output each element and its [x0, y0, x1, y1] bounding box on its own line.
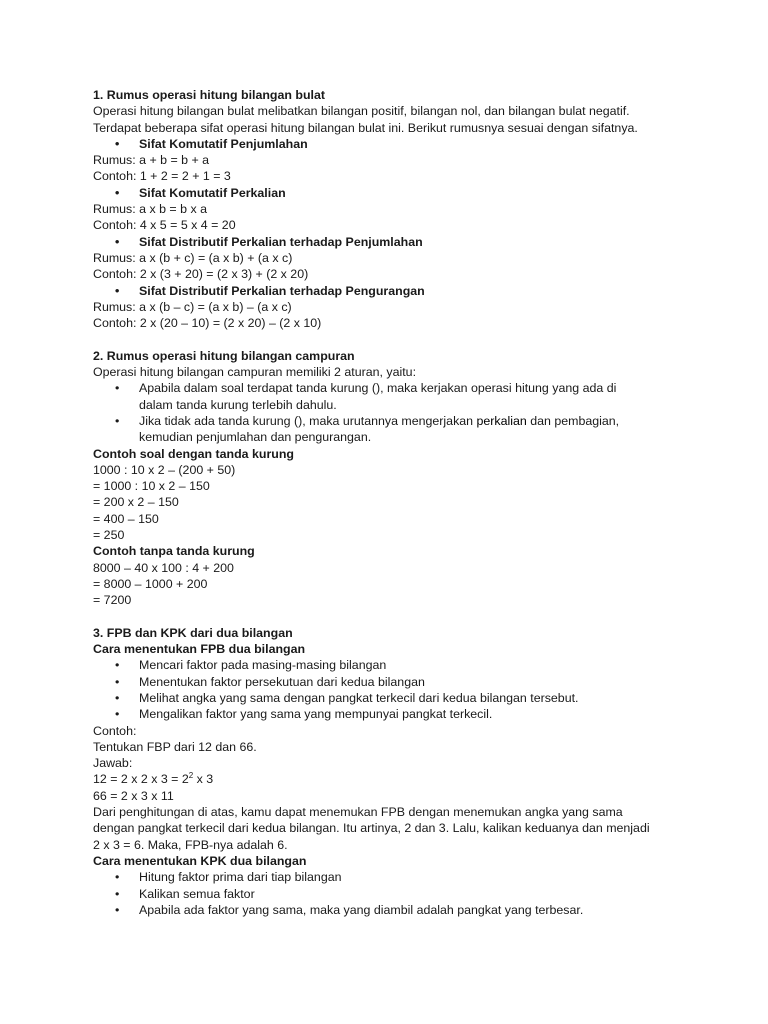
contoh-line: Contoh: 2 x (20 – 10) = (2 x 20) – (2 x 10)	[93, 316, 322, 331]
rule-1-continued: dalam tanda kurung terlebih dahulu.	[139, 397, 337, 412]
property-distributif-pengurangan: • Sifat Distributif Perkalian terhadap Pengurangan	[115, 283, 425, 298]
kpk-step: • Apabila ada faktor yang sama, maka yang diambil adalah pangkat yang terbesar.	[115, 902, 584, 917]
fpb-method-heading: Cara menentukan FPB dua bilangan	[93, 642, 306, 657]
property-distributif-penjumlahan: • Sifat Distributif Perkalian terhadap Penjumlahan	[115, 234, 423, 249]
bullet-icon: •	[115, 674, 120, 689]
fpb-step: • Menentukan faktor persekutuan dari kedua bilangan	[115, 674, 425, 689]
spacer	[93, 609, 693, 625]
contoh-line: Contoh: 4 x 5 = 5 x 4 = 20	[93, 218, 236, 233]
bullet-icon: •	[115, 185, 120, 200]
bullet-icon: •	[115, 658, 120, 673]
rumus-line: Rumus: a x (b + c) = (a x b) + (a x c)	[93, 250, 293, 265]
contoh-line: Contoh: 2 x (3 + 20) = (2 x 3) + (2 x 20)	[93, 267, 309, 282]
bullet-icon: •	[115, 902, 120, 917]
explanation-line-1: Dari penghitungan di atas, kamu dapat menemukan FPB dengan menemukan angka yang sama	[93, 805, 623, 820]
example-line: = 8000 – 1000 + 200	[93, 576, 208, 591]
rumus-line: Rumus: a x (b – c) = (a x b) – (a x c)	[93, 299, 292, 314]
bullet-icon: •	[115, 886, 120, 901]
example-line: = 250	[93, 528, 125, 543]
explanation-line-2: dengan pangkat terkecil dari kedua bilangan. Itu artinya, 2 dan 3. Lalu, kalikan keduanya dan menjadi	[93, 821, 650, 836]
bullet-icon: •	[115, 381, 120, 396]
factorization-66: 66 = 2 x 3 x 11	[93, 788, 174, 803]
rule-1: • Apabila dalam soal terdapat tanda kurung (), maka kerjakan operasi hitung yang ada di	[115, 381, 617, 396]
bullet-icon: •	[115, 136, 120, 151]
example-line: = 7200	[93, 593, 132, 608]
example-line: = 200 x 2 – 150	[93, 495, 179, 510]
rumus-line: Rumus: a + b = b + a	[93, 153, 210, 168]
jawab-label: Jawab:	[93, 756, 133, 771]
explanation-line-3: 2 x 3 = 6. Maka, FPB-nya adalah 6.	[93, 837, 288, 852]
property-komutatif-perkalian: • Sifat Komutatif Perkalian	[115, 185, 286, 200]
question-line: Tentukan FBP dari 12 dan 66.	[93, 739, 257, 754]
bullet-icon: •	[115, 690, 120, 705]
kpk-step: • Kalikan semua faktor	[115, 886, 255, 901]
bullet-icon: •	[115, 870, 120, 885]
fpb-step: • Mengalikan faktor yang sama yang mempunyai pangkat terkecil.	[115, 707, 493, 722]
bullet-icon: •	[115, 707, 120, 722]
example-without-brackets-heading: Contoh tanpa tanda kurung	[93, 544, 255, 559]
document-body	[93, 87, 693, 918]
kpk-step: • Hitung faktor prima dari tiap bilangan	[115, 870, 342, 885]
factorization-12: 12 = 2 x 2 x $3 = 2^2$ x 3	[93, 771, 214, 787]
section-1-intro-line-2: Terdapat beberapa sifat operasi hitung bilangan bulat ini. Berikut rumusnya sesuai dengan sifatnya.	[93, 120, 638, 135]
fpb-step: • Melihat angka yang sama dengan pangkat terkecil dari kedua bilangan tersebut.	[115, 690, 579, 705]
example-line: 8000 – 40 x 100 : 4 + 200	[93, 560, 234, 575]
section-2-intro: Operasi hitung bilangan campuran memiliki 2 aturan, yaitu:	[93, 365, 417, 380]
contoh-label: Contoh:	[93, 723, 137, 738]
bullet-icon: •	[115, 413, 120, 428]
bullet-icon: •	[115, 234, 120, 249]
section-1-intro-line-1: Operasi hitung bilangan bulat melibatkan bilangan positif, bilangan nol, dan bilangan bulat negatif.	[93, 104, 630, 119]
example-line: 1000 : 10 x 2 – (200 + 50)	[93, 462, 236, 477]
section-2-heading: 2. Rumus operasi hitung bilangan campuran	[93, 348, 355, 363]
bullet-icon: •	[115, 283, 120, 298]
contoh-line: Contoh: 1 + 2 = 2 + 1 = 3	[93, 169, 231, 184]
example-line: = 400 – 150	[93, 511, 159, 526]
rule-2-continued: kemudian penjumlahan dan pengurangan.	[139, 430, 372, 445]
rumus-line: Rumus: a x b = b x a	[93, 202, 207, 217]
spacer	[93, 331, 693, 347]
example-with-brackets-heading: Contoh soal dengan tanda kurung	[93, 446, 295, 461]
section-1-heading: 1. Rumus operasi hitung bilangan bulat	[93, 88, 325, 102]
rule-2: • Jika tidak ada tanda kurung (), maka urutannya mengerjakan perkalian dan pembagian,	[115, 413, 620, 428]
kpk-method-heading: Cara menentukan KPK dua bilangan	[93, 853, 307, 868]
section-3-heading: 3. FPB dan KPK dari dua bilangan	[93, 625, 293, 640]
fpb-step: • Mencari faktor pada masing-masing bilangan	[115, 658, 387, 673]
example-line: = 1000 : 10 x 2 – 150	[93, 479, 210, 494]
property-komutatif-penjumlahan: • Sifat Komutatif Penjumlahan	[115, 136, 308, 151]
